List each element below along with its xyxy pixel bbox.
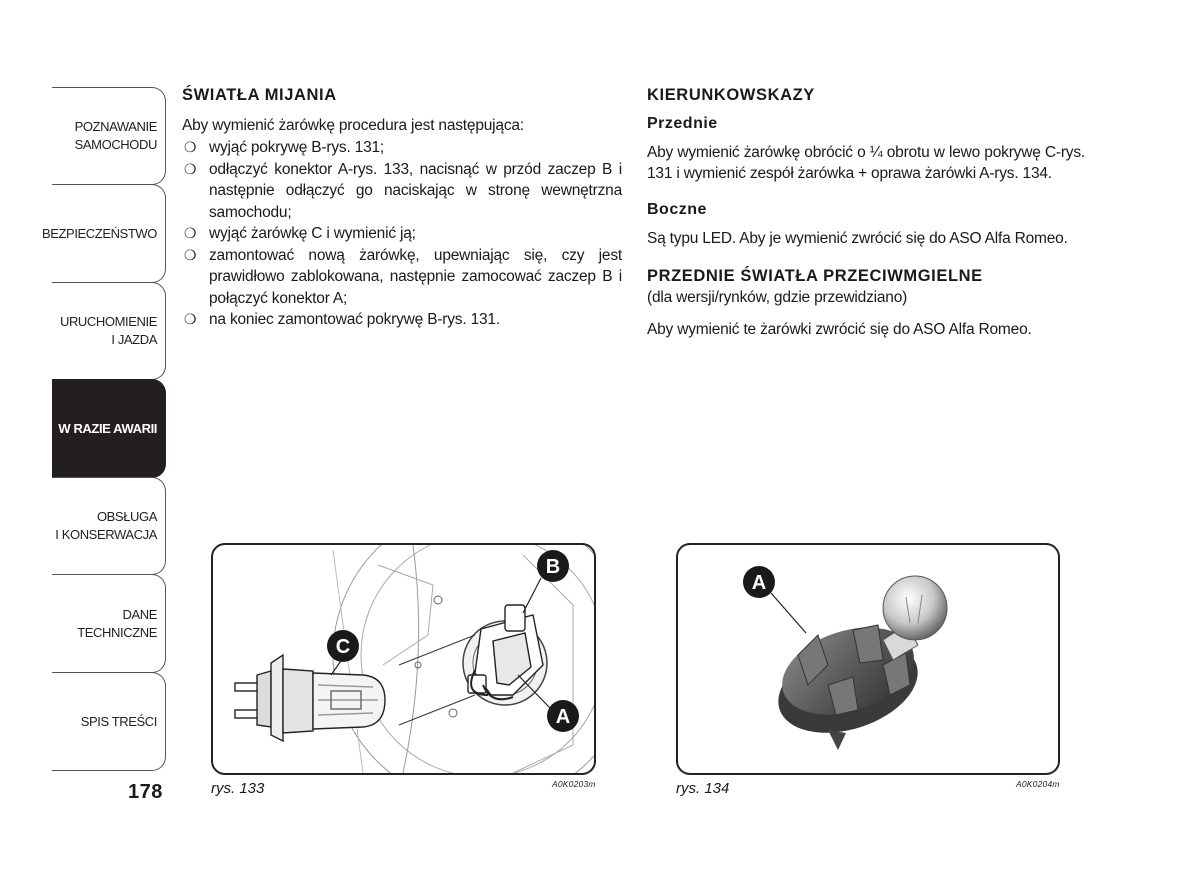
section-heading: KIERUNKOWSKAZY bbox=[647, 86, 815, 104]
bulb-holder-illustration bbox=[678, 545, 1058, 773]
tab-label: W RAZIE AWARII bbox=[58, 420, 157, 436]
list-item: ❍ na koniec zamontować pokrywę B-rys. 131. bbox=[182, 309, 622, 331]
figure-caption: rys. 134 bbox=[676, 780, 730, 797]
headlamp-illustration bbox=[213, 545, 594, 773]
figure-133 bbox=[211, 543, 596, 775]
figure-code: A0K0204m bbox=[1016, 779, 1060, 789]
tab-obsluga-i-konserwacja[interactable] bbox=[52, 477, 166, 575]
steps-list bbox=[182, 137, 622, 331]
tab-uruchomienie-i-jazda[interactable] bbox=[52, 282, 166, 380]
subheading: Przednie bbox=[647, 115, 718, 132]
right-column bbox=[647, 86, 1085, 340]
list-item: ❍ zamontować nową żarówkę, upewniając się, czy jest prawidłowo zablokowana, następnie zamocować zaczep B i połączyć konektor A; bbox=[182, 245, 622, 310]
list-item: ❍ odłączyć konektor A-rys. 133, nacisnąć w przód zaczep B i następnie odłączyć go naciskając w stronę wewnętrzna samochodu; bbox=[182, 159, 622, 224]
tab-label: OBSŁUGA I KONSERWACJA bbox=[55, 509, 157, 542]
figure-caption: rys. 133 bbox=[211, 780, 265, 797]
paragraph: Aby wymienić te żarówki zwrócić się do ASO Alfa Romeo. bbox=[647, 321, 1032, 338]
page-number: 178 bbox=[128, 781, 163, 803]
left-column bbox=[182, 86, 622, 331]
section-heading: ŚWIATŁA MIJANIA bbox=[182, 86, 337, 104]
tab-dane-techniczne[interactable] bbox=[52, 574, 166, 673]
callout-a-label: A bbox=[555, 706, 571, 728]
figure-code: A0K0203m bbox=[552, 779, 596, 789]
callout-a-label: A bbox=[751, 572, 767, 594]
note: (dla wersji/rynków, gdzie przewidziano) bbox=[647, 289, 908, 306]
figure-134 bbox=[676, 543, 1060, 775]
tab-label: SPIS TREŚCI bbox=[80, 713, 157, 729]
tab-spis-tresci[interactable] bbox=[52, 672, 166, 771]
tab-label: BEZPIECZEŃSTWO bbox=[41, 225, 157, 241]
section-heading: PRZEDNIE ŚWIATŁA PRZECIWMGIELNE bbox=[647, 267, 983, 285]
tab-w-razie-awarii[interactable] bbox=[52, 379, 166, 478]
tab-bezpieczenstwo[interactable] bbox=[41, 184, 166, 283]
paragraph: Są typu LED. Aby je wymienić zwrócić się do ASO Alfa Romeo. bbox=[647, 230, 1068, 247]
intro-text: Aby wymienić żarówkę procedura jest następująca: bbox=[182, 117, 524, 134]
callout-b-label: B bbox=[545, 556, 561, 578]
tab-label: URUCHOMIENIE I JAZDA bbox=[59, 314, 157, 347]
tab-label: POZNAWANIE SAMOCHODU bbox=[74, 119, 157, 152]
paragraph: Aby wymienić żarówkę obrócić o ¼ obrotu w lewo pokrywę C-rys. 131 i wymienić zespół żarówka + oprawa żarówki A-rys. 134. bbox=[647, 144, 1085, 182]
callout-c-label: C bbox=[335, 636, 351, 658]
list-item: ❍ wyjąć pokrywę B-rys. 131; bbox=[182, 137, 622, 159]
list-item: ❍ wyjąć żarówkę C i wymienić ją; bbox=[182, 223, 622, 245]
subheading: Boczne bbox=[647, 201, 707, 218]
tab-poznawanie-samochodu[interactable] bbox=[52, 87, 166, 185]
tab-label: DANE TECHNICZNE bbox=[77, 606, 157, 640]
